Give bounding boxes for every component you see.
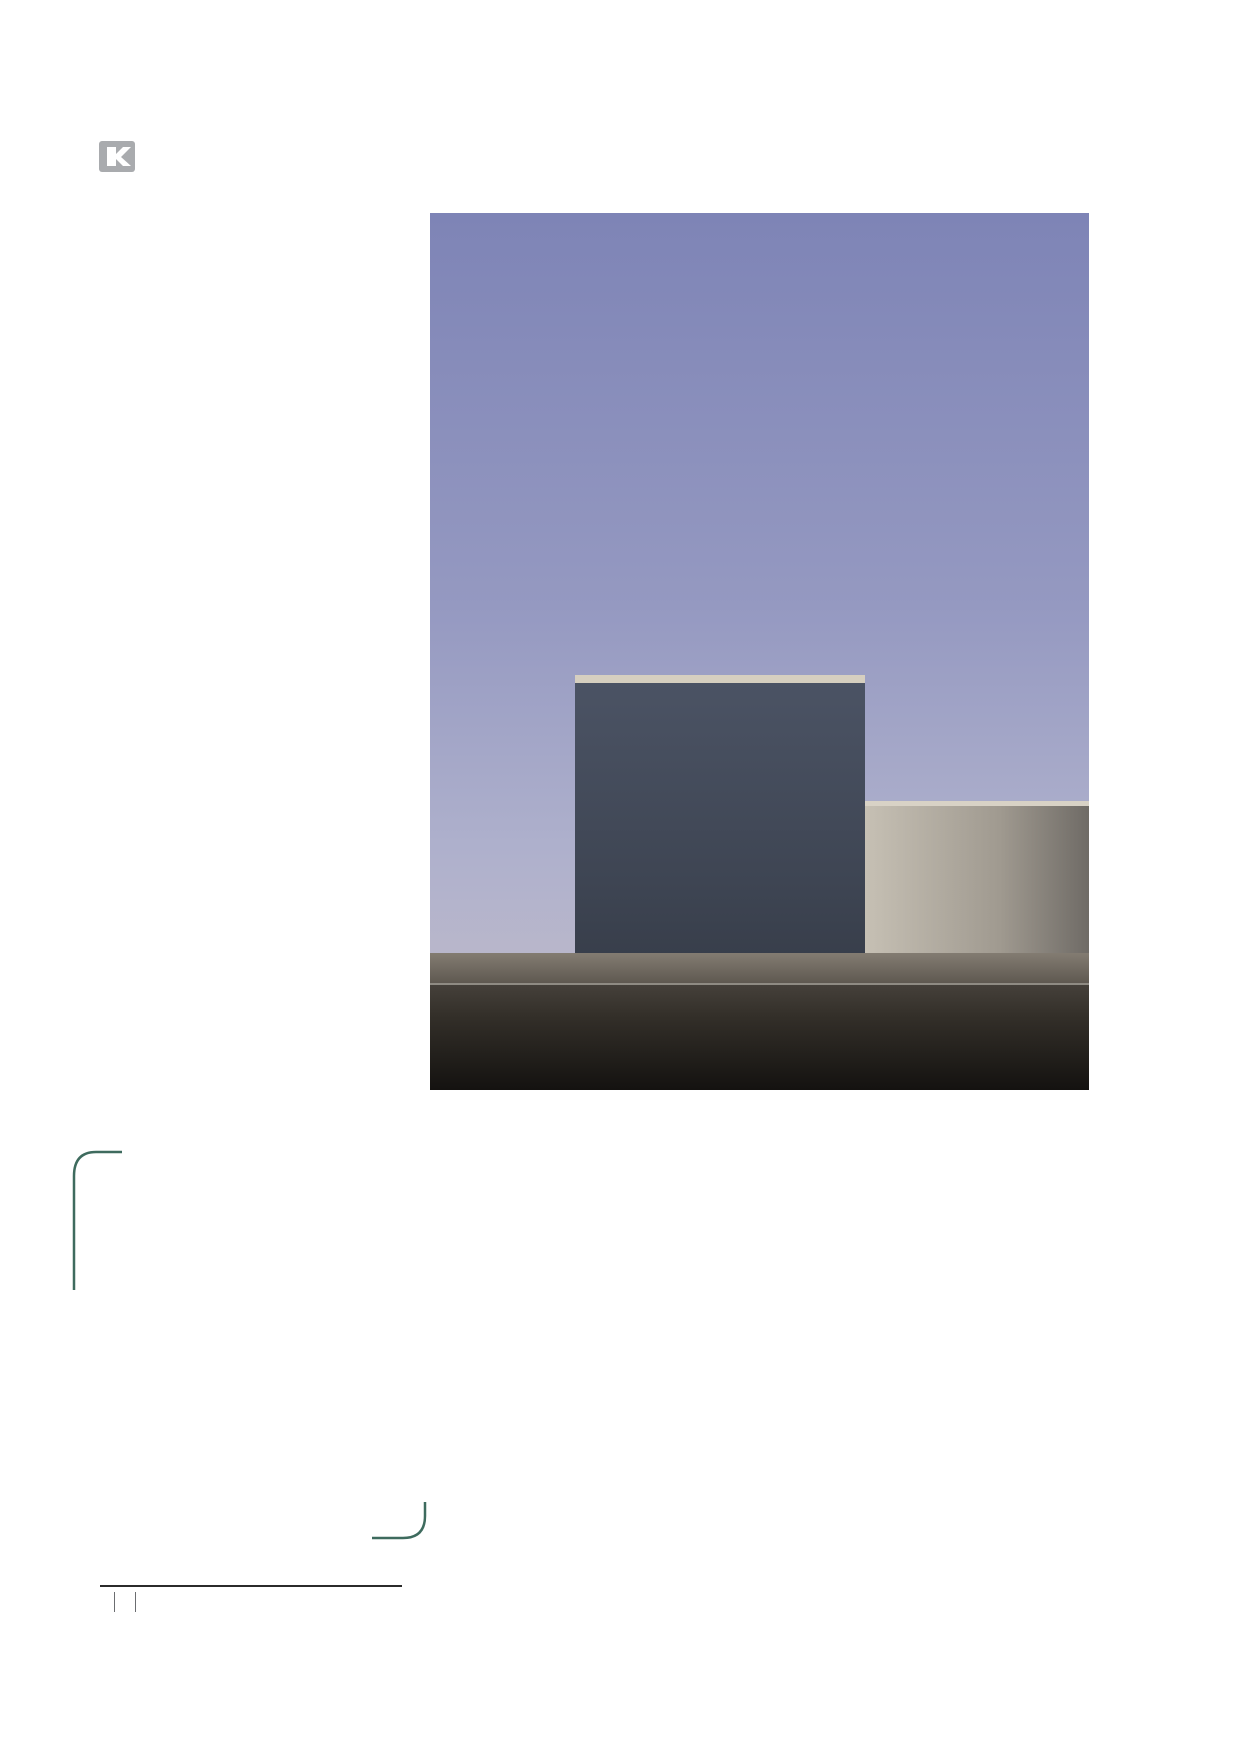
building-photo (430, 213, 1089, 1090)
building-photo-illustration (430, 213, 1089, 1090)
footer-divider (114, 1592, 115, 1612)
sidewalk (430, 953, 1089, 987)
page-footer (100, 1585, 402, 1612)
quote-close-bracket (372, 1502, 428, 1542)
roof-slab (575, 675, 865, 684)
kientruc-logo-icon (99, 141, 135, 172)
wet-road (430, 985, 1089, 1090)
quote-column (72, 1150, 420, 1176)
article-column-2 (782, 1150, 1094, 1173)
street-scene (430, 953, 1089, 1090)
section-header (99, 141, 147, 172)
article-column-1 (450, 1150, 766, 1173)
annex-parapet (865, 801, 1089, 806)
quote-open-bracket (72, 1150, 124, 1292)
footer-divider (135, 1592, 136, 1612)
